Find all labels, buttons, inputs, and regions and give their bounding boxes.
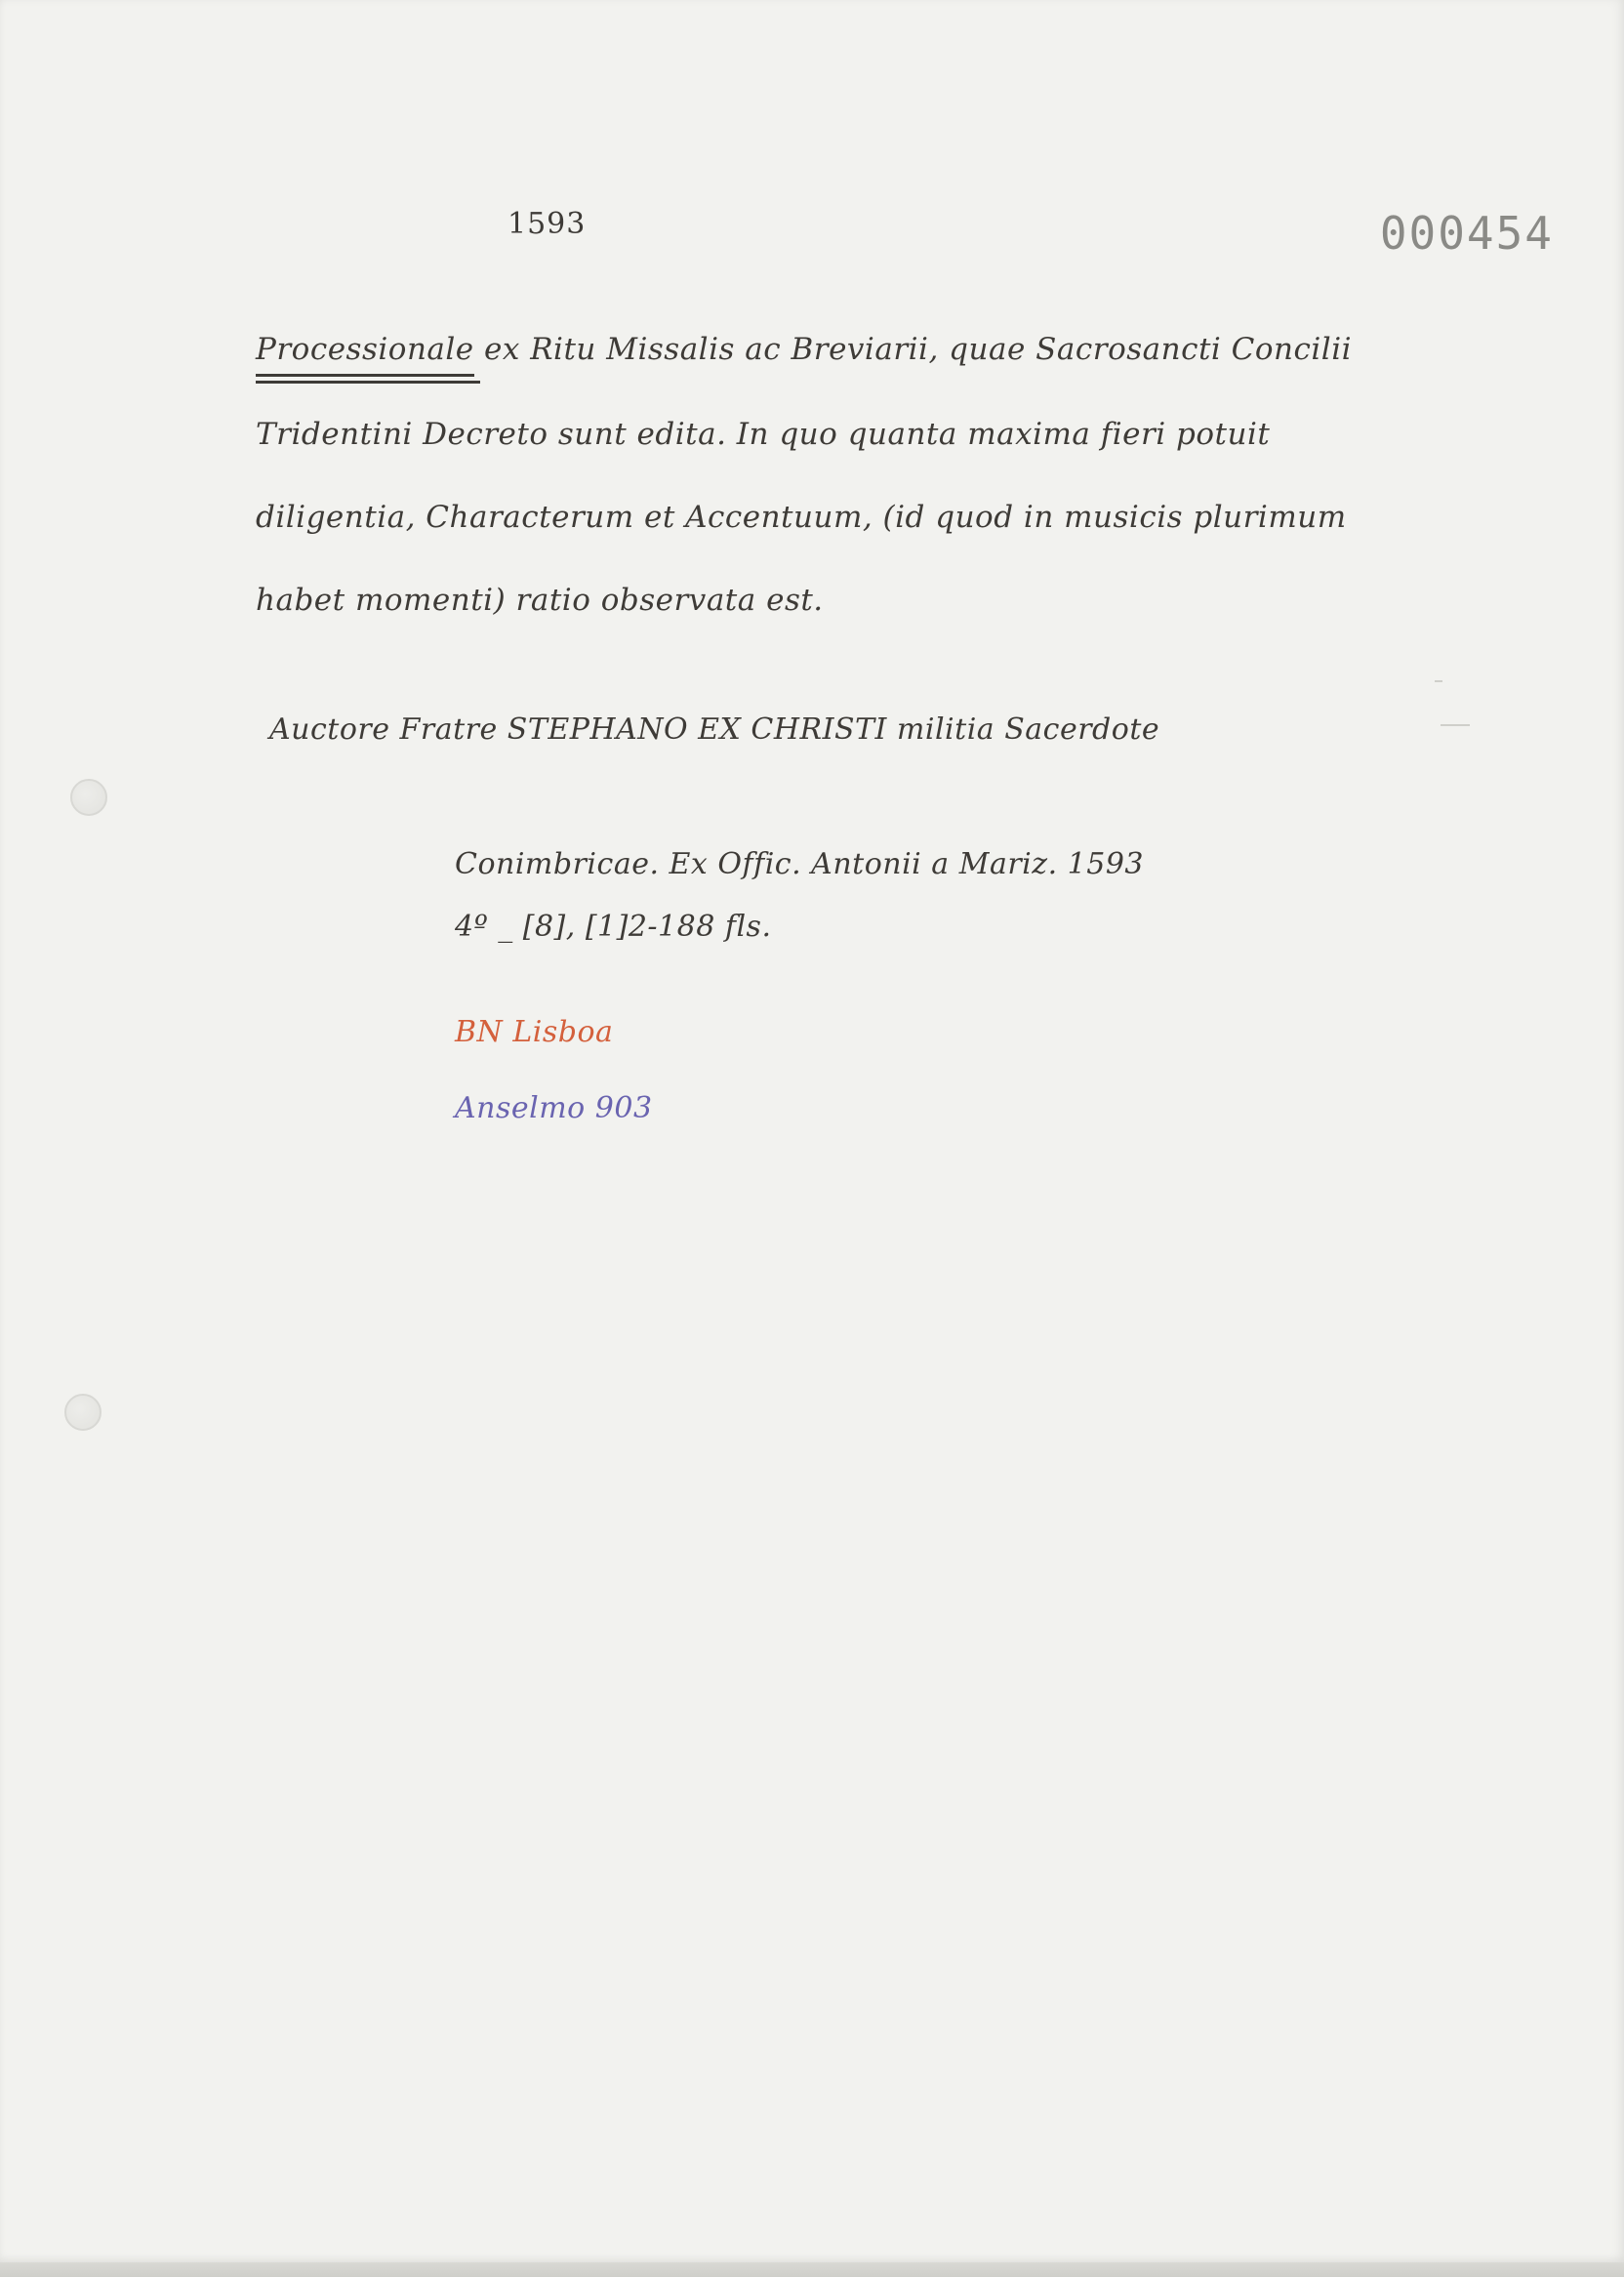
title-word-text: Processionale [256, 332, 474, 367]
scan-edge [0, 2262, 1624, 2277]
imprint-line: Conimbricae. Ex Offic. Antonii a Mariz. 1593 [455, 847, 1144, 881]
title-underline [256, 374, 474, 377]
year-heading: 1593 [508, 207, 587, 241]
title-line-4: habet momenti) ratio observata est. [256, 583, 824, 618]
library-location: BN Lisboa [455, 1015, 614, 1049]
title-line-1 [256, 332, 1352, 367]
paper-mark [1435, 680, 1442, 682]
punch-hole-bottom [64, 1394, 102, 1431]
title-line-3: diligentia, Characterum et Accentuum, (id quod in musicis plurimum [256, 500, 1347, 535]
paper-mark [1441, 724, 1470, 726]
title-line-2: Tridentini Decreto sunt edita. In quo quanta maxima fieri potuit [256, 417, 1271, 452]
punch-hole-top [70, 779, 107, 816]
collation-line: 4º _ [8], [1]2-188 fls. [455, 910, 772, 944]
catalog-reference: Anselmo 903 [455, 1091, 653, 1125]
author-line: Auctore Fratre STEPHANO EX CHRISTI militia Sacerdote [269, 712, 1160, 747]
stamp-number: 000454 [1379, 207, 1554, 260]
title-line-1-text: ex Ritu Missalis ac Breviarii, quae Sacrosancti Concilii [473, 332, 1353, 367]
title-word [256, 332, 474, 367]
title-underline-double [256, 381, 480, 384]
